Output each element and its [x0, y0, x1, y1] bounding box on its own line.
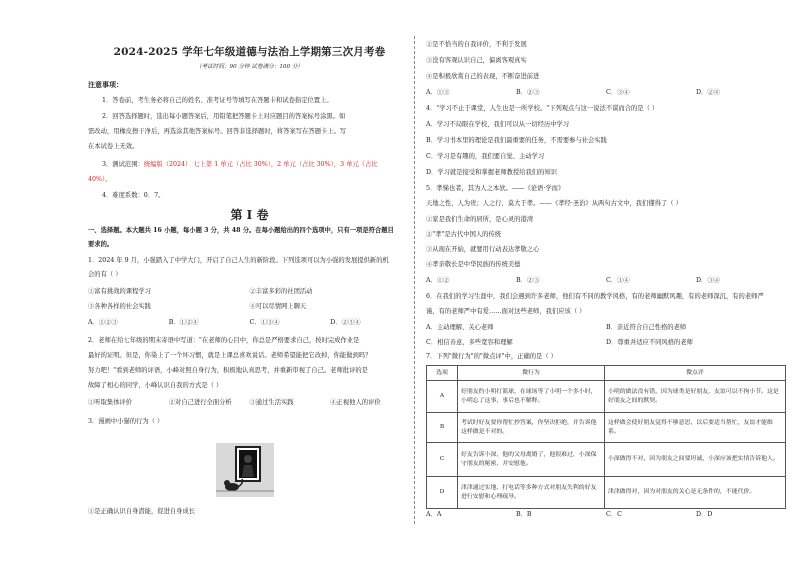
- section-intro-1: 一、选择题。本大题共 16 小题，每小题 3 分，共 48 分。在每小题给出的四个选项中，只有一项是符合题目: [88, 227, 394, 234]
- q3-option-4: ④是积极欣赏自己的表现，不断奋进前进: [426, 73, 540, 80]
- q3-answer-c: C．③④: [606, 89, 630, 96]
- q1-answer-d: D．②③④: [330, 319, 361, 326]
- q3-answer-b: B．②③: [516, 89, 540, 96]
- q5-answer-c: C．①④: [606, 277, 630, 284]
- q6-stem-2: 谨，有的老师严中有爱……面对这些老师，我们应该（ ）: [426, 308, 586, 315]
- section-intro-2: 要求的。: [88, 241, 114, 248]
- q7-answer-a: A．A: [426, 511, 442, 518]
- table-header-comment: 微点评: [605, 366, 786, 381]
- q7-answer-b: B．B: [516, 511, 532, 518]
- table-cell-behavior: 好友告诉小深，他的父母离婚了，他很难过，小深保守朋友的秘密，并安慰他。: [458, 443, 605, 477]
- q5-answer-d: D．③④: [696, 277, 720, 284]
- note-3-prefix: 3．测试范围：: [102, 161, 144, 168]
- table-cell-key: C: [427, 443, 458, 477]
- table-cell-comment: 津津做得对，因为对朋友的关心是无条件的，不能代价。: [605, 477, 786, 509]
- q1-stem-1: 1．2024 年 9 月，小强踏入了中学大门，开启了自己人生的新阶段。下列选项可以为小强的发展提供新的机: [88, 257, 389, 264]
- q6-stem-1: 6．在我们的学习生涯中，我们会遇到许多老师，他们有不同的教学风格，有的老师幽默风趣，有的老师深沉，有的老师严: [426, 293, 764, 300]
- q1-option-4: ④可以尽情网上聊天: [249, 303, 307, 310]
- table-cell-comment: 小明的做法没有错，因为球类是好朋友，友谊可以不拘小节。这是好朋友之间的默契。: [605, 381, 786, 413]
- q6-options-row1: [426, 323, 786, 332]
- table-row: [427, 477, 786, 509]
- q2-option-4: ④正视他人的评价: [330, 399, 381, 406]
- q2-stem-2: 最好的证明。但是，你染上了一个坏习惯，就是上课总喜欢说话。老师希望能把它改掉，你能做到吗？: [88, 352, 372, 359]
- q3-stem: 3．漫画中小猫的行为（ ）: [88, 418, 164, 425]
- q3-option-3: ③没有客观认识自己，偏离客观真实: [426, 57, 527, 64]
- q7-stem: 7．下列"微行为"的"微点评"中，正确的是（ ）: [426, 353, 557, 360]
- note-2a: 2．回答选择题时，选出每小题答案后，用铅笔把答题卡上对应题目的答案标号涂黑。如: [102, 113, 346, 120]
- q1-options-row2: [88, 302, 411, 311]
- q2-option-2: ②对自己进行全面分析: [168, 399, 232, 406]
- q5-answer-b: B．②③: [516, 277, 540, 284]
- table-row: [427, 413, 786, 443]
- q6-option-a: A．主动理解、关心老师: [426, 324, 494, 331]
- q4-option-c: C．学习是有趣的，我们要自觉、主动学习: [426, 153, 545, 160]
- q3-answer-d: D．②④: [696, 89, 720, 96]
- table-cell-behavior: 津津通过实地、打电话等多种方式对朋友失利的好友进行安慰和心理疏导。: [458, 477, 605, 509]
- q5-option-2: ②"孝"是古代中国人的传统: [426, 231, 502, 238]
- table-row: [427, 381, 786, 413]
- table-cell-key: A: [427, 381, 458, 413]
- note-3-cont: 40%）。: [88, 176, 112, 183]
- table-header-behavior: 微行为: [458, 366, 605, 381]
- q1-stem-2: 会的有（ ）: [88, 271, 122, 278]
- table-cell-comment: 小深做得不对，因为朋友之间要坦诚，小深应该把实情告诉他人。: [605, 443, 786, 477]
- q5-answers: [426, 276, 786, 285]
- q5-option-3: ③从现在开始，就要用行动表达孝敬之心: [426, 246, 540, 253]
- table-cell-behavior: 好朋友约小明打篮球，在球场等了小明一个多小时，小明忘了这事，事后也不解释。: [458, 381, 605, 413]
- table-cell-key: D: [427, 477, 458, 509]
- table-row: [427, 443, 786, 477]
- q6-option-c: C．相信善意，多些宽容和理解: [426, 339, 513, 346]
- q1-option-1: ①富有挑战的课程学习: [88, 288, 151, 295]
- q6-options-row2: [426, 338, 786, 347]
- q5-option-4: ④孝亲敬长是中华民族的传统美德: [426, 261, 521, 268]
- q7-answer-c: C．C: [606, 511, 622, 518]
- exam-title: 2024-2025 学年七年级道德与法治上学期第三次月考卷: [113, 46, 386, 58]
- q2-stem-4: 故障了相心的同学，小峰认识自我的方式是（ ）: [88, 382, 223, 389]
- q2-stem-1: 2．老师在给七年级的期末寄语中写道："在老师的心目中，你总是严格要求自己，按时完成作业是: [88, 337, 360, 344]
- q3-answer-a: A．①③: [426, 89, 450, 96]
- q7-answer-d: D．D: [696, 511, 713, 518]
- table-header-row: [427, 366, 786, 381]
- exam-subtitle: （考试时间：90 分钟 试卷满分：100 分）: [195, 64, 304, 70]
- q1-option-3: ③各种各样的社会实践: [88, 303, 151, 310]
- q5-stem-1: 5．孝悌也者，其为人之本欤。——《论语·学而》: [426, 185, 565, 192]
- q1-options-row1: [88, 287, 411, 296]
- table-header-option: 选项: [427, 366, 458, 381]
- volume-heading: 第 I 卷: [230, 208, 269, 222]
- q2-option-3: ③通过生活实践: [249, 399, 294, 406]
- table-cell-key: B: [427, 413, 458, 443]
- q4-option-b: B．学习书本里的理论是我们最重要的任务，不需要参与社会实践: [426, 137, 607, 144]
- note-1: 1．答卷前，考生务必将自己的姓名、准考证号等填写在答题卡和试卷指定位置上。: [102, 97, 333, 104]
- note-4: 4．难度系数：0．7。: [102, 192, 165, 199]
- q6-option-d: D．尊重并适应不同风格的老师: [606, 339, 693, 346]
- q1-answer-a: A．①②③: [88, 319, 118, 326]
- notes-heading: 注意事项：: [88, 80, 123, 89]
- q1-answers: [88, 318, 411, 327]
- q5-stem-2: 天地之性，人为贵；人之行，莫大于孝。——《孝经·圣治》从两句古文中，我们懂得了（ ）: [426, 200, 682, 207]
- note-2b: 需改动，用橡皮擦干净后，再选涂其他答案标号。回答非选择题时，将答案写在答题卡上。写: [88, 128, 347, 135]
- note-3-scope: 统编版（2024） 七上第 1 单元（占比 30%），2 单元（占比 30%），3 单元（占比: [143, 161, 378, 168]
- q2-options: [88, 398, 411, 407]
- q3-answers: [426, 88, 786, 97]
- q1-answer-c: C．①③④: [249, 319, 280, 326]
- table-cell-behavior: 考试时好友要你帮忙抄答案，你坚决拒绝，并告诉他这样做是不对的。: [458, 413, 605, 443]
- q4-option-a: A．学习不局限在学校，我们可以从一切经历中学习: [426, 121, 570, 128]
- column-divider: [414, 36, 415, 524]
- q7-table: [426, 365, 786, 509]
- q4-stem: 4．"学习不止于课堂，人生也是一所学校。"下列观点与这一说法不谋而合的是（ ）: [426, 105, 659, 112]
- table-cell-comment: 这样做会使好朋友觉得不够意思，以后要适当帮忙，友谊才能维系。: [605, 413, 786, 443]
- note-2c: 在本试卷上无效。: [88, 143, 139, 150]
- q3-option-1: ①是正确认识自身潜能，促进自身成长: [88, 508, 196, 515]
- q2-stem-3: 努力吧！"看到老师的评语，小峰对照自身行为，积极地认真思考，并重新审视了自己。老师批评的是: [88, 367, 368, 374]
- q6-option-b: B．亲近符合自己性格的老师: [606, 324, 687, 331]
- q4-option-d: D．学习就是接受和掌握老师教授给我们的知识: [426, 169, 557, 176]
- q1-answer-b: B．①②④: [168, 319, 199, 326]
- q7-answers: [426, 509, 786, 518]
- q2-option-1: ①听取集体评价: [88, 399, 133, 406]
- note-3: [88, 160, 425, 169]
- q1-option-2: ②丰富多彩的社团活动: [249, 288, 313, 295]
- q5-answer-a: A．①②: [426, 277, 450, 284]
- cartoon-cat-mirror-image: [216, 443, 274, 497]
- q5-option-1: ①家是我们生命的居所，是心灵的港湾: [426, 216, 534, 223]
- q3-option-2: ②是不恰当的自我评价，不利于发展: [426, 41, 527, 48]
